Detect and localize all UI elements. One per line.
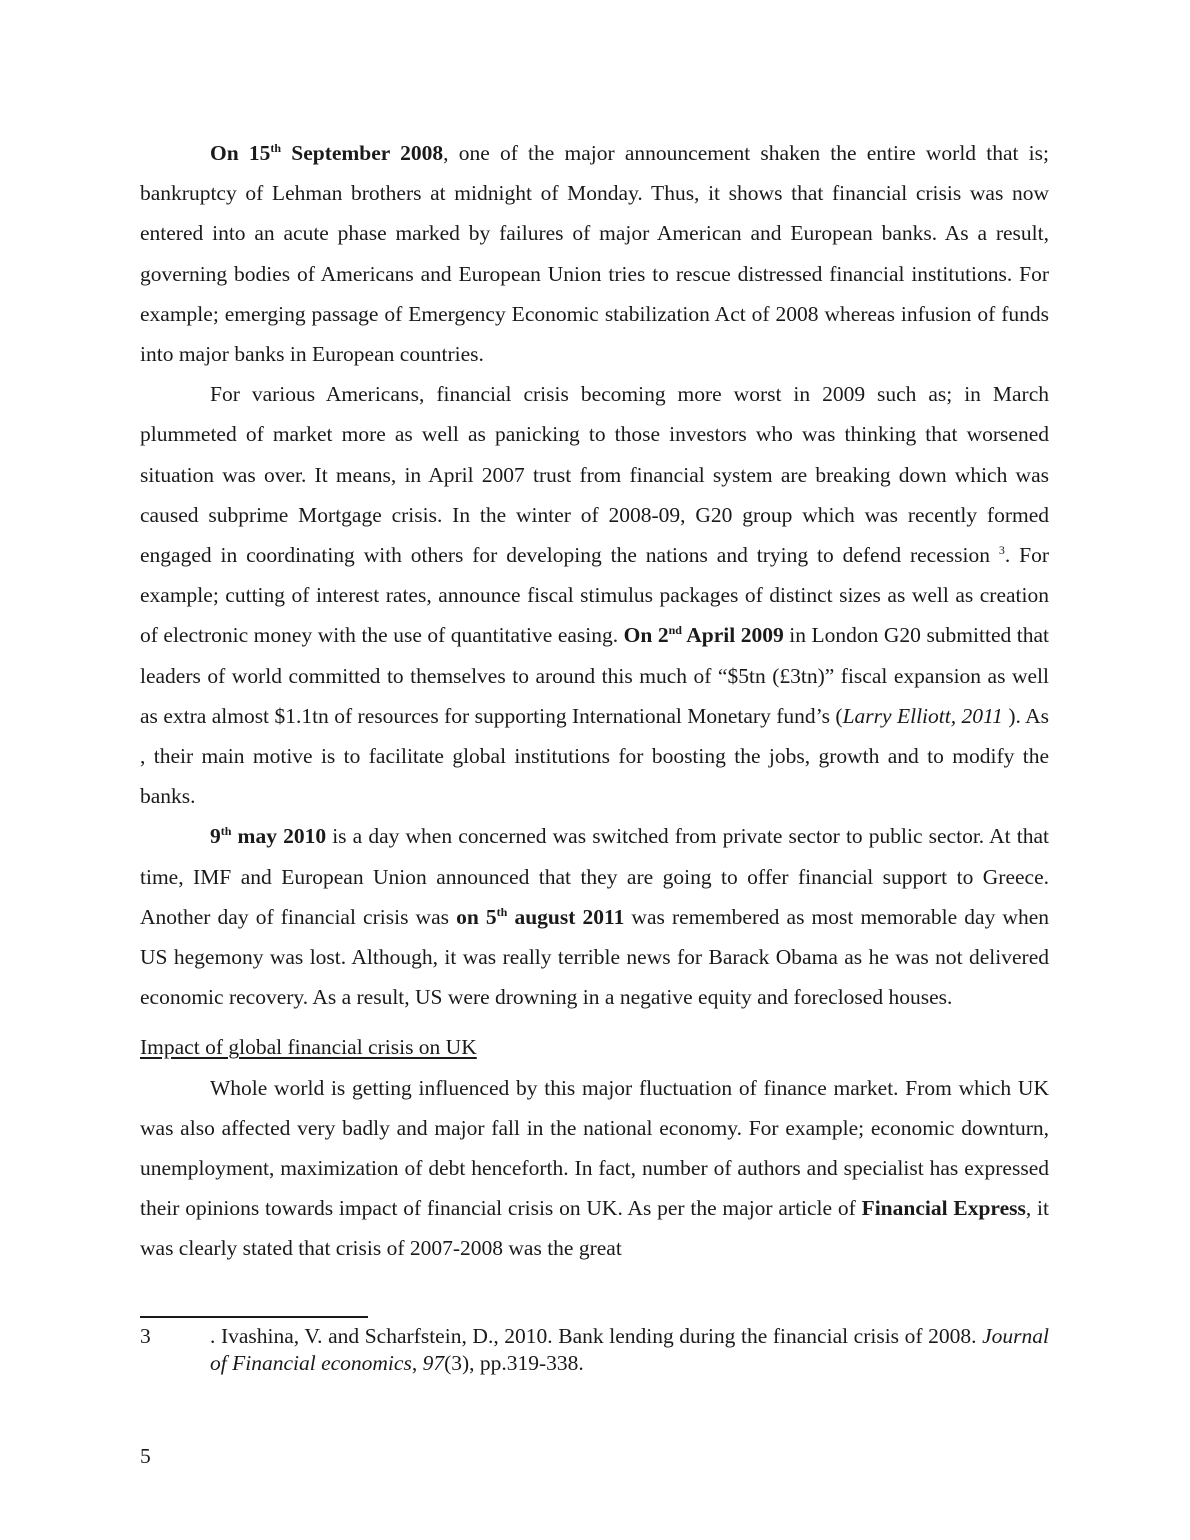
paragraph-text: was remembered as most memorable day when US hegemony was lost. Although, it was really terrible news for Barack Obama as he was not delivered economic recovery. As a result, US were drowning in a negative equity and foreclosed houses. bbox=[140, 904, 1050, 1010]
paragraph-text: , one of the major announcement shaken the entire world that is; bankruptcy of Lehman brothers at midnight of Monday. Thus, it shows that financial crisis was now entered into an acute phase marked by failures of major American and European banks. As a result, governing bodies of Americans and European Union tries to rescue distressed financial institutions. For example; emerging passage of Emergency Economic stabilization Act of 2008 whereas infusion of funds into major banks in European countries. bbox=[140, 141, 1049, 367]
paragraph-text: Whole world is getting influenced by this major fluctuation of finance market. From which UK was also affected very badly and major fall in the national economy. For example; economic downturn, unemployment, maximization of debt henceforth. In fact, number of authors and specialist has expressed their opinions towards impact of financial crisis on UK. As per the major article of bbox=[140, 1075, 1049, 1221]
date-bold bbox=[210, 141, 443, 165]
paragraph-text: . For example; cutting of interest rates, announce fiscal stimulus packages of distinct sizes as well as creation of electronic money with the use of quantitative easing. bbox=[140, 543, 1049, 648]
date-text: 9 bbox=[210, 824, 221, 849]
paragraph-text: ). As , their main motive is to facilitate global institutions for boosting the jobs, growth and to modify the banks. bbox=[140, 703, 1049, 809]
footnote-text bbox=[210, 1323, 1049, 1377]
footnote-text-part: . Ivashina, V. and Scharfstein, D., 2010. Bank lending during the financial crisis of 2008. bbox=[210, 1324, 983, 1348]
date-text: On 15 bbox=[210, 141, 271, 165]
date-bold bbox=[210, 824, 326, 848]
paragraph-text: in London G20 submitted that leaders of world committed to themselves to around this much of “$5tn (£3tn)” fiscal expansion as well as extra almost $1.1tn of resources for supporting International Monetary fund’s ( bbox=[140, 623, 1049, 728]
paragraph-text: is a day when concerned was switched from private sector to public sector. At that time, IMF and European Union announced that they are going to offer financial support to Greece. Another day of financial crisis was bbox=[140, 824, 1049, 929]
date-text: September 2008 bbox=[281, 141, 444, 165]
ordinal-suffix: th bbox=[496, 904, 508, 919]
publication-name: Financial Express bbox=[861, 1196, 1026, 1221]
citation: Larry Elliott, 2011 bbox=[842, 703, 1009, 728]
section-heading: Impact of global financial crisis on UK bbox=[140, 1035, 477, 1060]
footnote-separator bbox=[140, 1316, 368, 1318]
paragraph-lehman bbox=[140, 133, 1049, 374]
date-text: on 5 bbox=[456, 904, 497, 929]
footnote bbox=[140, 1323, 1049, 1377]
journal-title: Journal of Financial economics bbox=[210, 1324, 1049, 1375]
paragraph-text: For various Americans, financial crisis becoming more worst in 2009 such as; in March plummeted of market more as well as panicking to those investors who was thinking that worsened situation was over. It means, in April 2007 trust from financial system are breaking down which was caused subprime Mortgage crisis. In the winter of 2008-09, G20 group which was recently formed engaged in coordinating with others for developing the nations and trying to defend recession bbox=[140, 382, 1049, 568]
document-body bbox=[140, 133, 1049, 1269]
date-text: April 2009 bbox=[681, 623, 784, 648]
paragraph-uk-impact bbox=[140, 1068, 1049, 1269]
footnote-text-part: , bbox=[411, 1351, 423, 1375]
footnote-number: 3 bbox=[140, 1324, 151, 1348]
date-bold bbox=[624, 623, 784, 647]
ordinal-suffix: th bbox=[220, 824, 232, 839]
ordinal-suffix: th bbox=[270, 141, 282, 155]
date-bold bbox=[456, 905, 624, 929]
date-text: august 2011 bbox=[507, 904, 625, 929]
footnote-reference[interactable]: 3 bbox=[998, 543, 1005, 558]
paragraph-text: , it was clearly stated that crisis of 2007-2008 was the great bbox=[140, 1196, 1049, 1261]
journal-volume: 97 bbox=[422, 1351, 445, 1375]
date-text: may 2010 bbox=[231, 824, 327, 849]
date-text: On 2 bbox=[623, 623, 669, 648]
footnote-text-part: (3), pp.319-338. bbox=[444, 1351, 584, 1375]
paragraph-americans bbox=[140, 374, 1049, 816]
ordinal-suffix: nd bbox=[668, 623, 682, 638]
paragraph-greece bbox=[140, 816, 1049, 1017]
page-number: 5 bbox=[140, 1444, 151, 1468]
